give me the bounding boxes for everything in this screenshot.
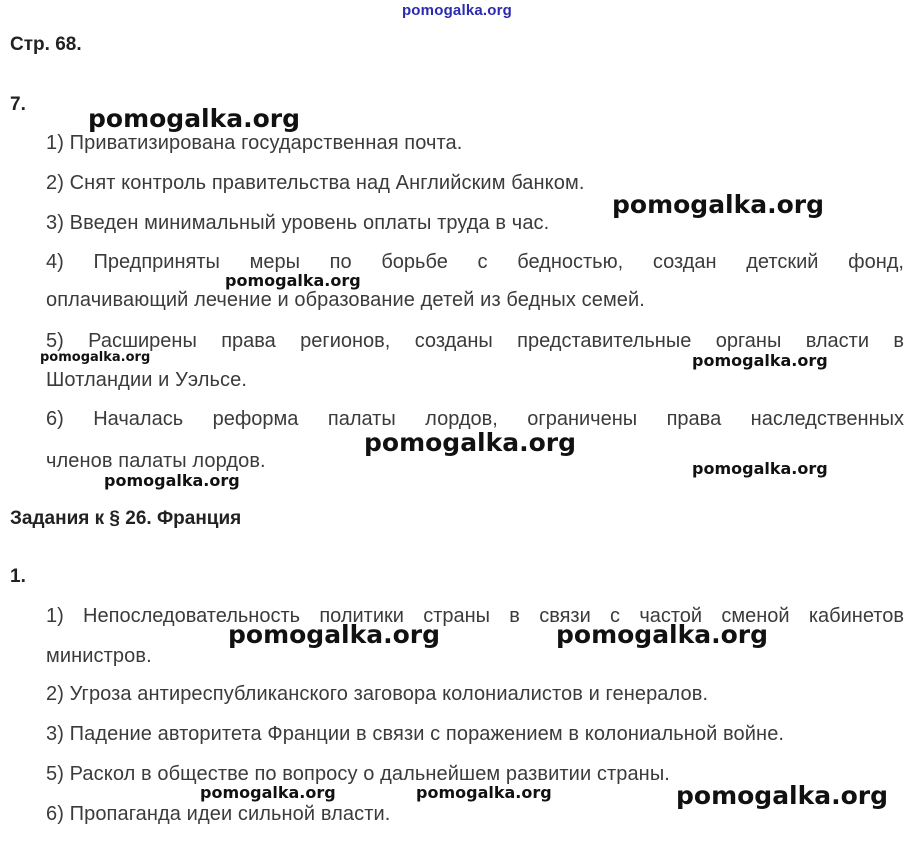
watermark: pomogalka.org <box>612 190 825 219</box>
watermark: pomogalka.org <box>692 351 828 370</box>
watermark: pomogalka.org <box>416 783 552 802</box>
section-title: Задания к § 26. Франция <box>10 508 242 529</box>
watermark: pomogalka.org <box>676 781 889 810</box>
page-label: Стр. 68. <box>10 34 82 55</box>
watermark: pomogalka.org <box>364 428 577 457</box>
task-item-1-line2: министров. <box>46 645 152 667</box>
watermark: pomogalka.org <box>40 350 151 365</box>
watermark: pomogalka.org <box>104 471 240 490</box>
answer-item-4-line1: 4) Предприняты меры по борьбе с бедностью, создан детский фонд, <box>46 251 904 273</box>
answer-item-6-line2: членов палаты лордов. <box>46 450 266 472</box>
question-number-7: 7. <box>10 94 26 115</box>
watermark: pomogalka.org <box>200 783 336 802</box>
answer-item-6-line1: 6) Началась реформа палаты лордов, ограничены права наследственных <box>46 408 904 430</box>
watermark: pomogalka.org <box>692 459 828 478</box>
answer-item-1: 1) Приватизирована государственная почта. <box>46 132 463 154</box>
answer-item-4-line2: оплачивающий лечение и образование детей из бедных семей. <box>46 289 645 311</box>
task-item-3: 3) Падение авторитета Франции в связи с поражением в колониальной войне. <box>46 723 785 745</box>
answer-item-5-line1: 5) Расширены права регионов, созданы представительные органы власти в <box>46 330 904 352</box>
task-item-6: 6) Пропаганда идеи сильной власти. <box>46 803 391 825</box>
task-item-1-line1: 1) Непоследовательность политики страны в связи с частой сменой кабинетов <box>46 605 904 627</box>
watermark: pomogalka.org <box>228 620 441 649</box>
header-watermark: pomogalka.org <box>401 2 513 19</box>
watermark: pomogalka.org <box>556 620 769 649</box>
watermark: pomogalka.org <box>88 104 301 133</box>
answer-item-2: 2) Снят контроль правительства над Английским банком. <box>46 172 585 194</box>
task-item-2: 2) Угроза антиреспубликанского заговора колониалистов и генералов. <box>46 683 709 705</box>
question-number-1: 1. <box>10 566 26 587</box>
watermark: pomogalka.org <box>225 271 361 290</box>
answer-item-3: 3) Введен минимальный уровень оплаты труда в час. <box>46 212 550 234</box>
answer-item-5-line2: Шотландии и Уэльсе. <box>46 369 248 391</box>
task-item-5: 5) Раскол в обществе по вопросу о дальнейшем развитии страны. <box>46 763 670 785</box>
